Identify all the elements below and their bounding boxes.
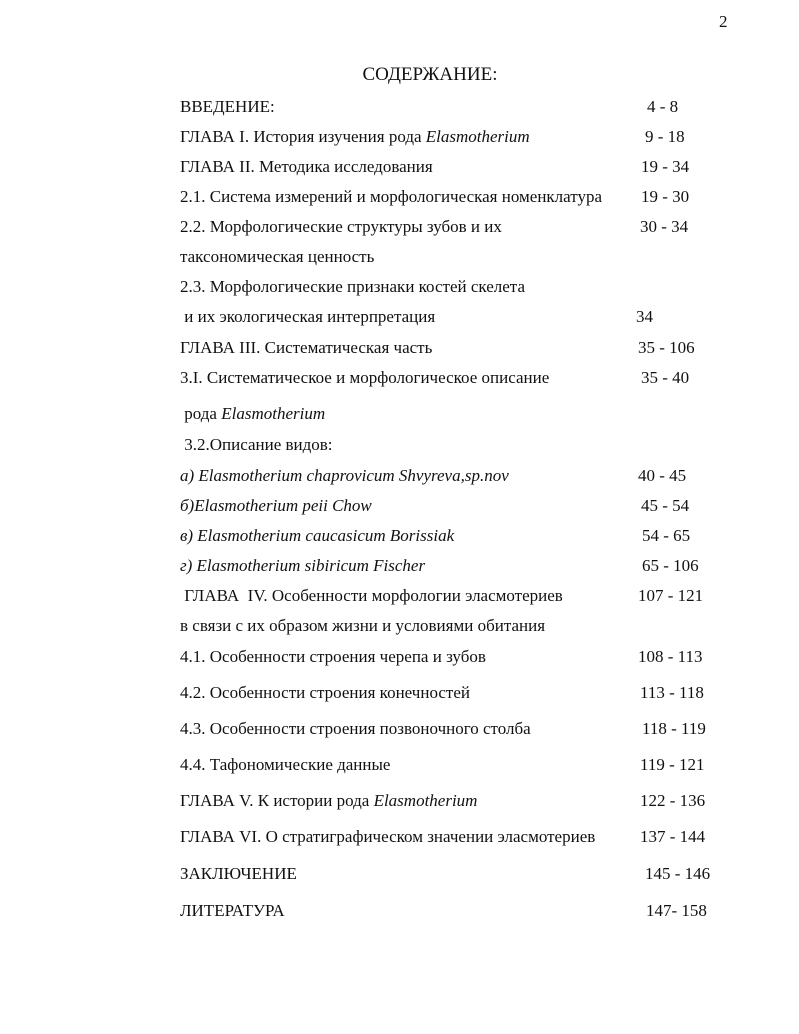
- toc-entry-pages: 54 - 65: [642, 526, 691, 545]
- toc-entry-label: а) Elasmotherium chaprovicum Shvyreva,sp.nov: [180, 466, 509, 485]
- toc-entry-label: 2.3. Морфологические признаки костей скелета: [180, 277, 525, 296]
- toc-entry-pages: 113 - 118: [640, 683, 704, 702]
- toc-entry-pages: 122 - 136: [640, 791, 706, 810]
- toc-entry-label: 2.2. Морфологические структуры зубов и их: [180, 217, 502, 236]
- toc-entry-label: в) Elasmotherium caucasicum Borissiak: [180, 526, 455, 545]
- toc-entry-pages: 137 - 144: [640, 827, 706, 846]
- toc-entry-label: 4.1. Особенности строения черепа и зубов: [180, 647, 486, 666]
- toc-entry-pages: 35 - 106: [638, 338, 695, 357]
- toc-entry-pages: 119 - 121: [640, 755, 705, 774]
- toc-entry-pages: 107 - 121: [638, 586, 704, 605]
- toc-entry-pages: 147- 158: [646, 901, 707, 920]
- toc-entry-label: и их экологическая интерпретация: [180, 307, 436, 326]
- toc-entry-label: 4.3. Особенности строения позвоночного столба: [180, 719, 531, 738]
- toc-entry-label: ГЛАВА VI. О стратиграфическом значении эласмотериев: [180, 827, 596, 846]
- toc-entry-label: 3.2.Описание видов:: [180, 435, 333, 454]
- toc-entry-pages: 40 - 45: [638, 466, 687, 485]
- toc-entry-pages: 65 - 106: [642, 556, 699, 575]
- toc-entry-label: ГЛАВА I. История изучения рода Elasmotherium: [180, 127, 530, 146]
- page-number: 2: [719, 12, 728, 31]
- toc-entry-pages: 118 - 119: [642, 719, 706, 738]
- toc-entry-label: г) Elasmotherium sibiricum Fischer: [180, 556, 426, 575]
- toc-entry-pages: 108 - 113: [638, 647, 703, 666]
- toc-entry-label: ГЛАВА II. Методика исследования: [180, 157, 433, 176]
- toc-entry-pages: 45 - 54: [641, 496, 690, 515]
- toc-entry-label: 4.4. Тафономические данные: [180, 755, 391, 774]
- toc-entry-pages: 35 - 40: [641, 368, 690, 387]
- toc-entry-label: ЛИТЕРАТУРА: [180, 901, 285, 920]
- toc-entry-label: 3.I. Систематическое и морфологическое описание: [180, 368, 550, 387]
- toc-entry-label: ВВЕДЕНИЕ:: [180, 97, 275, 116]
- toc-entry-pages: 30 - 34: [640, 217, 689, 236]
- toc-entry-label: в связи с их образом жизни и условиями обитания: [180, 616, 546, 635]
- toc-entry-label: б)Elasmotherium peii Chow: [180, 496, 372, 515]
- toc-entry-pages: 145 - 146: [645, 864, 711, 883]
- toc-entry-label: таксономическая ценность: [180, 247, 375, 266]
- toc-entry-label: ЗАКЛЮЧЕНИЕ: [180, 864, 297, 883]
- toc-entry-pages: 19 - 30: [641, 187, 690, 206]
- toc-entry-label: 4.2. Особенности строения конечностей: [180, 683, 470, 702]
- toc-entry-pages: 9 - 18: [645, 127, 685, 146]
- toc-entry-pages: 19 - 34: [641, 157, 690, 176]
- toc-title: СОДЕРЖАНИЕ:: [362, 64, 498, 85]
- toc-entry-label: ГЛАВА IV. Особенности морфологии эласмотериев: [180, 586, 563, 605]
- toc-entry-label: рода Elasmotherium: [180, 404, 326, 423]
- toc-entry-pages: 34: [636, 307, 653, 326]
- toc-entry-pages: 4 - 8: [647, 97, 679, 116]
- toc-entry-label: 2.1. Система измерений и морфологическая номенклатура: [180, 187, 603, 206]
- toc-entry-label: ГЛАВА III. Систематическая часть: [180, 338, 433, 357]
- toc-entry-label: ГЛАВА V. К истории рода Elasmotherium: [180, 791, 478, 810]
